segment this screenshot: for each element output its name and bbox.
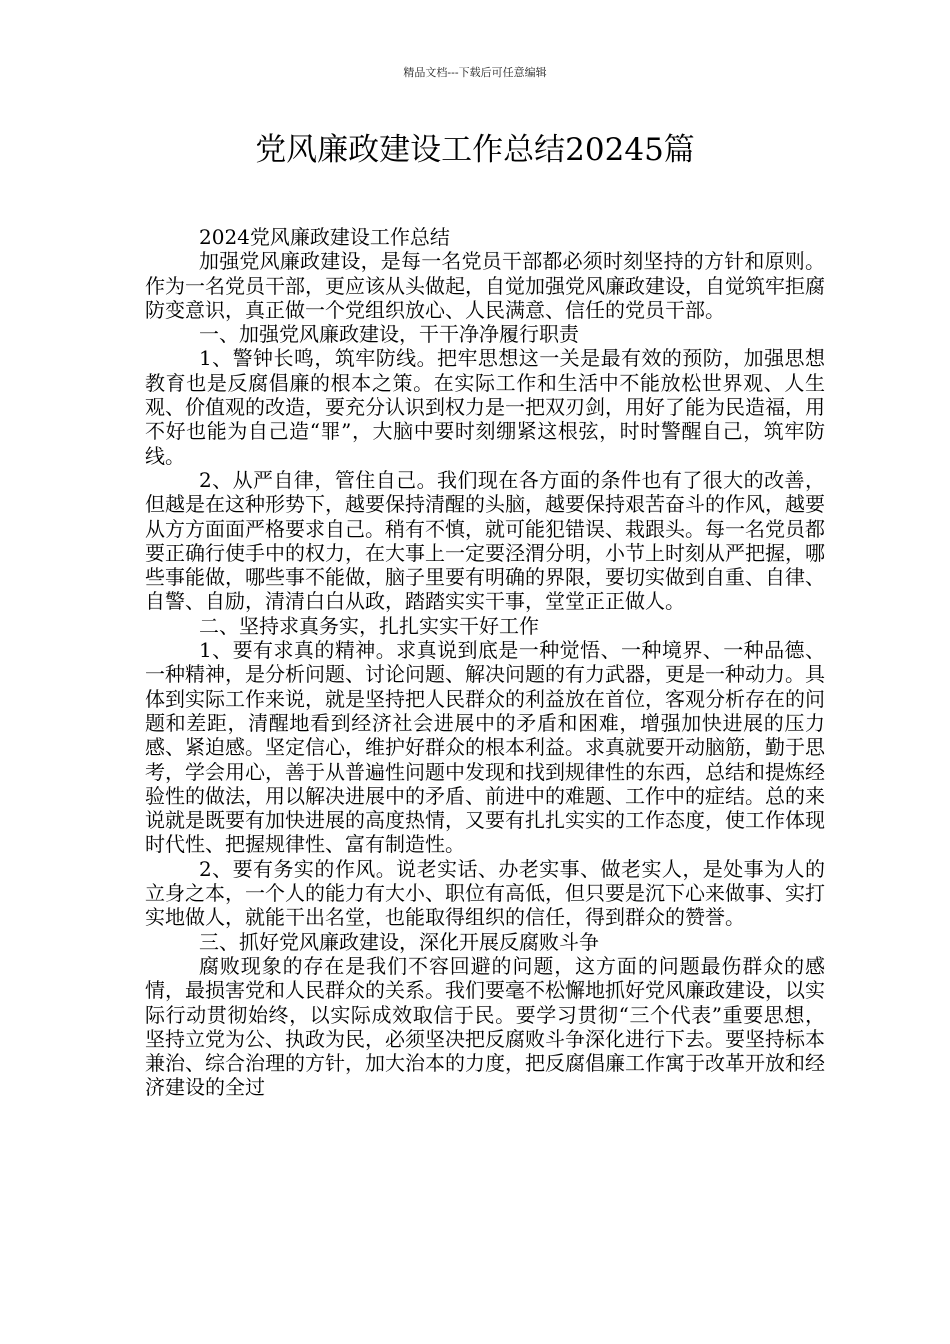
section-heading: 一、加强党风廉政建设，干干净净履行职责 <box>199 322 579 347</box>
paragraph: 1、警钟长鸣，筑牢防线。把牢思想这一关是最有效的预防，加强思想教育也是反腐倡廉的根本之策。在实际工作和生活中不能放松世界观、人生观、价值观的改造，要充分认识到权力是一把双刃剑，用好了能为民造福，用不好也能为自己造“罪”，大脑中要时刻绷紧这根弦，时时警醒自己，筑牢防线。 <box>145 346 825 468</box>
section-heading: 二、坚持求真务实，扎扎实实干好工作 <box>199 613 539 638</box>
document-body <box>145 225 825 1100</box>
section-heading: 三、抓好党风廉政建设，深化开展反腐败斗争 <box>199 929 599 954</box>
paragraph: 腐败现象的存在是我们不容回避的问题，这方面的问题最伤群众的感情，最损害党和人民群众的关系。我们要毫不松懈地抓好党风廉政建设，以实际行动贯彻始终，以实际成效取信于民。要学习贯彻“三个代表”重要思想，坚持立党为公、执政为民，必须坚决把反腐败斗争深化进行下去。要坚持标本兼治、综合治理的方针，加大治本的力度，把反腐倡廉工作寓于改革开放和经济建设的全过 <box>145 953 825 1100</box>
paragraph: 2、从严自律，管住自己。我们现在各方面的条件也有了很大的改善，但越是在这种形势下，越要保持清醒的头脑，越要保持艰苦奋斗的作风，越要从方方面面严格要求自己。稍有不慎，就可能犯错误、栽跟头。每一名党员都要正确行使手中的权力，在大事上一定要泾渭分明，小节上时刻从严把握，哪些事能做，哪些事不能做，脑子里要有明确的界限，要切实做到自重、自律、自警、自励，清清白白从政，踏踏实实干事，堂堂正正做人。 <box>145 467 825 614</box>
paragraph: 2、要有务实的作风。说老实话、办老实事、做老实人，是处事为人的立身之本，一个人的能力有大小、职位有高低，但只要是沉下心来做事、实打实地做人，就能干出名堂，也能取得组织的信任，得到群众的赞誉。 <box>145 856 825 930</box>
paragraph: 加强党风廉政建设，是每一名党员干部都必须时刻坚持的方针和原则。作为一名党员干部，更应该从头做起，自觉加强党风廉政建设，自觉筑牢拒腐防变意识，真正做一个党组织放心、人民满意、信任的党员干部。 <box>145 249 825 322</box>
paragraph: 1、要有求真的精神。求真说到底是一种觉悟、一种境界、一种品德、一种精神，是分析问题、讨论问题、解决问题的有力武器，更是一种动力。具体到实际工作来说，就是坚持把人民群众的利益放在首位，客观分析存在的问题和差距，清醒地看到经济社会进展中的矛盾和困难，增强加快进展的压力感、紧迫感。坚定信心，维护好群众的根本利益。求真就要开动脑筋，勤于思考，学会用心，善于从普遍性问题中发现和找到规律性的东西，总结和提炼经验性的做法，用以解决进展中的矛盾、前进中的难题、工作中的症结。总的来说就是既要有加快进展的高度热情，又要有扎扎实实的工作态度，使工作体现时代性、把握规律性、富有制造性。 <box>145 638 825 857</box>
header-note: 精品文档---下载后可任意编辑 <box>403 66 547 79</box>
paragraph-subtitle: 2024党风廉政建设工作总结 <box>199 225 450 249</box>
document-title: 党风廉政建设工作总结20245篇 <box>255 132 695 168</box>
